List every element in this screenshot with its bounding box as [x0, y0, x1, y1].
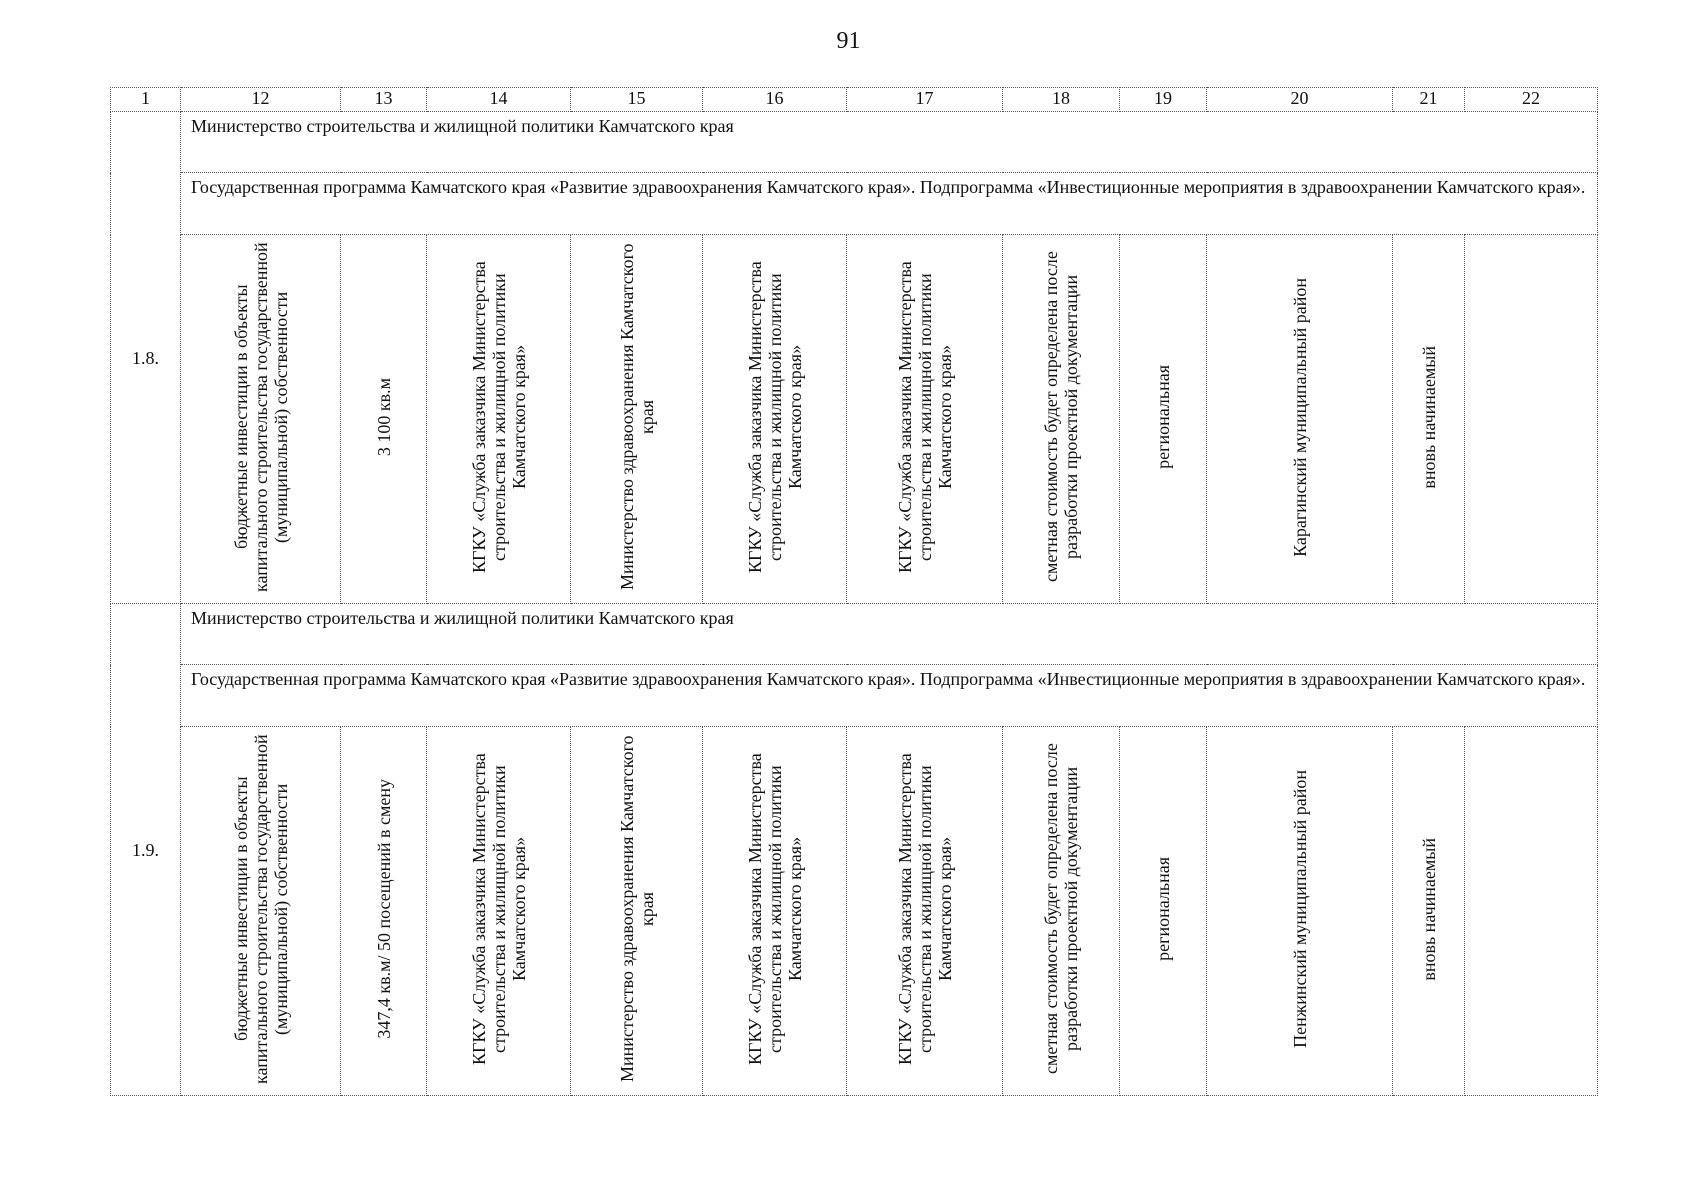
column-header: 19 — [1120, 88, 1207, 112]
column-header: 16 — [703, 88, 847, 112]
cell-text: региональная — [1153, 365, 1173, 469]
column-header: 15 — [571, 88, 703, 112]
table-cell — [1393, 235, 1465, 604]
cell-text: 3 100 кв.м — [373, 377, 394, 457]
table-cell — [341, 727, 427, 1096]
cell-text: КГКУ «Служба заказчика Министерства строительства и жилищной политики Камчатского края» — [744, 261, 805, 573]
table-cell — [571, 727, 703, 1096]
table-cell — [1207, 727, 1393, 1096]
column-header: 14 — [427, 88, 571, 112]
program-name: Государственная программа Камчатского края «Развитие здравоохранения Камчатского края». Подпрограмма «Инвестиционные мероприятия в здравоохранении Камчатского края». — [181, 665, 1598, 727]
table-cell — [703, 727, 847, 1096]
table-row — [111, 604, 1598, 665]
cell-text: бюджетные инвестиции в объекты капитального строительства государственной (муниципальной) собственности — [230, 734, 291, 1084]
cell-text: КГКУ «Служба заказчика Министерства строительства и жилищной политики Камчатского края» — [468, 753, 529, 1065]
table-cell — [1465, 727, 1598, 1096]
table-cell — [1465, 235, 1598, 604]
column-header: 17 — [847, 88, 1003, 112]
column-header: 22 — [1465, 88, 1598, 112]
cell-text: вновь начинаемый — [1418, 345, 1439, 489]
table-row — [111, 727, 1598, 1096]
table-row — [111, 173, 1598, 235]
cell-text: КГКУ «Служба заказчика Министерства строительства и жилищной политики Камчатского края» — [468, 261, 529, 573]
cell-text: 347,4 кв.м/ 50 посещений в смену — [373, 779, 394, 1039]
table-cell — [181, 235, 341, 604]
row-number: 1.8. — [111, 112, 181, 604]
cell-text: региональная — [1153, 857, 1173, 961]
cell-text: Карагинский муниципальный район — [1289, 277, 1310, 557]
table-row — [111, 112, 1598, 173]
column-header: 21 — [1393, 88, 1465, 112]
investment-table — [110, 87, 1598, 1096]
ministry-name: Министерство строительства и жилищной политики Камчатского края — [181, 112, 1598, 173]
column-header: 20 — [1207, 88, 1393, 112]
cell-text: сметная стоимость будет определена после разработки проектной документации — [1041, 743, 1081, 1075]
table-row — [111, 665, 1598, 727]
table-cell — [847, 235, 1003, 604]
column-header: 18 — [1003, 88, 1120, 112]
table-cell — [427, 235, 571, 604]
table-cell — [847, 727, 1003, 1096]
table-cell — [181, 727, 341, 1096]
cell-text: бюджетные инвестиции в объекты капитального строительства государственной (муниципальной) собственности — [230, 242, 291, 592]
table-cell — [1003, 727, 1120, 1096]
table-cell — [341, 235, 427, 604]
cell-text: КГКУ «Служба заказчика Министерства строительства и жилищной политики Камчатского края» — [894, 261, 955, 573]
page-number: 91 — [836, 28, 861, 54]
cell-text: вновь начинаемый — [1418, 837, 1439, 981]
cell-text: Министерство здравоохранения Камчатского края — [616, 735, 657, 1083]
column-number-header — [111, 88, 1598, 112]
table-cell — [703, 235, 847, 604]
table-cell — [427, 727, 571, 1096]
table-cell — [571, 235, 703, 604]
column-header: 12 — [181, 88, 341, 112]
table-cell — [1207, 235, 1393, 604]
column-header: 13 — [341, 88, 427, 112]
cell-text: КГКУ «Служба заказчика Министерства строительства и жилищной политики Камчатского края» — [744, 753, 805, 1065]
ministry-name: Министерство строительства и жилищной политики Камчатского края — [181, 604, 1598, 665]
cell-text: Министерство здравоохранения Камчатского края — [616, 243, 657, 591]
table-cell — [1003, 235, 1120, 604]
table-cell — [1120, 235, 1207, 604]
program-name: Государственная программа Камчатского края «Развитие здравоохранения Камчатского края». Подпрограмма «Инвестиционные мероприятия в здравоохранении Камчатского края». — [181, 173, 1598, 235]
table-cell — [1120, 727, 1207, 1096]
cell-text: сметная стоимость будет определена после разработки проектной документации — [1041, 251, 1081, 583]
cell-text: Пенжинский муниципальный район — [1289, 770, 1310, 1048]
table-row — [111, 235, 1598, 604]
column-header: 1 — [111, 88, 181, 112]
row-number: 1.9. — [111, 604, 181, 1096]
cell-text: КГКУ «Служба заказчика Министерства строительства и жилищной политики Камчатского края» — [894, 753, 955, 1065]
table-cell — [1393, 727, 1465, 1096]
